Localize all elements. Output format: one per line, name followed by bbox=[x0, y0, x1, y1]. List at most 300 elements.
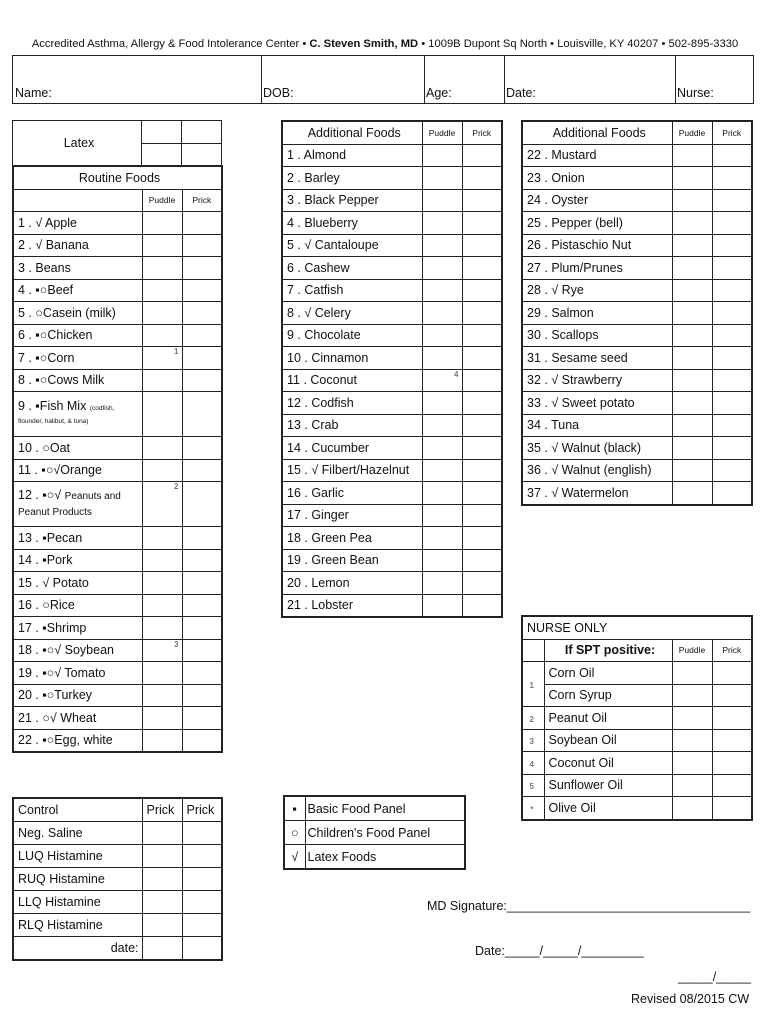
puddle-cell[interactable] bbox=[142, 324, 182, 347]
food-label: 16 . ○Rice bbox=[13, 594, 142, 617]
control-label: Neg. Saline bbox=[13, 822, 142, 845]
puddle-cell[interactable] bbox=[422, 324, 462, 347]
food-row bbox=[13, 437, 222, 460]
puddle-cell[interactable] bbox=[142, 707, 182, 730]
puddle-cell[interactable] bbox=[672, 684, 712, 707]
food-label: 5 . √ Cantaloupe bbox=[282, 234, 422, 257]
legend-row bbox=[284, 845, 465, 870]
prick-cell[interactable] bbox=[182, 279, 222, 302]
food-label: 7 . ▪○Corn bbox=[13, 347, 142, 370]
latex-puddle-cell[interactable] bbox=[142, 121, 182, 144]
prick-cell[interactable] bbox=[462, 392, 502, 415]
oil-label: Sunflower Oil bbox=[544, 774, 672, 797]
oil-row bbox=[522, 707, 752, 730]
prick-cell[interactable] bbox=[712, 707, 752, 730]
food-row bbox=[522, 189, 752, 212]
control-row bbox=[13, 822, 222, 845]
food-row bbox=[522, 167, 752, 190]
food-row bbox=[522, 324, 752, 347]
puddle-header: Puddle bbox=[422, 121, 462, 144]
puddle-cell[interactable] bbox=[672, 234, 712, 257]
prick-cell[interactable] bbox=[712, 144, 752, 167]
ref-marker: 3 bbox=[529, 737, 534, 747]
age-field[interactable]: Age: bbox=[424, 56, 505, 103]
food-label: 12 . Codfish bbox=[282, 392, 422, 415]
food-label: 14 . Cucumber bbox=[282, 437, 422, 460]
control-prick-cell[interactable] bbox=[182, 914, 222, 937]
puddle-cell[interactable] bbox=[142, 212, 182, 235]
puddle-cell[interactable] bbox=[422, 302, 462, 325]
food-row bbox=[282, 459, 502, 482]
food-row bbox=[13, 324, 222, 347]
prick-cell[interactable] bbox=[462, 527, 502, 550]
revised-label: Revised 08/2015 CW bbox=[631, 992, 750, 1006]
food-label: 22 . Mustard bbox=[522, 144, 672, 167]
prick-cell[interactable] bbox=[462, 347, 502, 370]
doctor-name: C. Steven Smith, MD bbox=[309, 38, 419, 50]
prick-cell[interactable] bbox=[182, 347, 222, 370]
food-row bbox=[522, 279, 752, 302]
prick-cell[interactable] bbox=[182, 212, 222, 235]
food-label: 11 . ▪○√Orange bbox=[13, 459, 142, 482]
puddle-cell[interactable] bbox=[672, 482, 712, 505]
oil-row bbox=[522, 729, 752, 752]
control-row bbox=[13, 914, 222, 937]
prick-cell[interactable] bbox=[182, 617, 222, 640]
routine-foods-title: Routine Foods bbox=[13, 166, 222, 189]
food-label: 33 . √ Sweet potato bbox=[522, 392, 672, 415]
food-label: 6 . Cashew bbox=[282, 257, 422, 280]
food-label: 6 . ▪○Chicken bbox=[13, 324, 142, 347]
food-label: 15 . √ Filbert/Hazelnut bbox=[282, 459, 422, 482]
food-row bbox=[282, 594, 502, 617]
prick-cell[interactable] bbox=[462, 437, 502, 460]
food-row bbox=[282, 279, 502, 302]
food-row bbox=[13, 729, 222, 752]
control-date-label: date: bbox=[13, 937, 142, 961]
food-row bbox=[282, 527, 502, 550]
md-signature-line[interactable]: MD Signature:___________________________________ bbox=[427, 899, 751, 913]
prick-cell[interactable] bbox=[462, 482, 502, 505]
prick-cell[interactable] bbox=[712, 437, 752, 460]
food-label: 26 . Pistaschio Nut bbox=[522, 234, 672, 257]
food-row bbox=[522, 302, 752, 325]
latex-puddle-cell[interactable] bbox=[142, 143, 182, 166]
control-prick-header: Prick bbox=[182, 798, 222, 822]
legend-row bbox=[284, 796, 465, 821]
puddle-cell[interactable] bbox=[142, 662, 182, 685]
food-row bbox=[13, 639, 222, 662]
control-label: LLQ Histamine bbox=[13, 891, 142, 914]
food-label: 4 . Blueberry bbox=[282, 212, 422, 235]
prick-cell[interactable] bbox=[462, 549, 502, 572]
prick-cell[interactable] bbox=[712, 212, 752, 235]
prick-cell[interactable] bbox=[462, 234, 502, 257]
prick-cell[interactable] bbox=[462, 572, 502, 595]
ref-marker: 5 bbox=[529, 782, 534, 792]
puddle-cell[interactable] bbox=[672, 752, 712, 775]
puddle-cell[interactable] bbox=[422, 504, 462, 527]
puddle-cell[interactable] bbox=[672, 369, 712, 392]
food-row bbox=[282, 257, 502, 280]
food-row bbox=[13, 707, 222, 730]
food-row bbox=[13, 369, 222, 392]
food-label: 29 . Salmon bbox=[522, 302, 672, 325]
puddle-cell[interactable] bbox=[142, 684, 182, 707]
clinic-name: Accredited Asthma, Allergy & Food Intolerance Center • bbox=[31, 38, 307, 50]
prick-cell[interactable] bbox=[462, 459, 502, 482]
prick-cell[interactable] bbox=[712, 684, 752, 707]
initials-line[interactable]: _____/_____ bbox=[678, 970, 751, 984]
puddle-cell[interactable] bbox=[142, 459, 182, 482]
food-row bbox=[282, 324, 502, 347]
puddle-cell[interactable] bbox=[142, 549, 182, 572]
food-row bbox=[13, 302, 222, 325]
puddle-cell[interactable] bbox=[422, 482, 462, 505]
puddle-cell[interactable] bbox=[422, 212, 462, 235]
legend-label: Latex Foods bbox=[305, 845, 465, 870]
food-label: 5 . ○Casein (milk) bbox=[13, 302, 142, 325]
puddle-cell[interactable] bbox=[142, 639, 182, 662]
puddle-cell[interactable] bbox=[672, 144, 712, 167]
food-row bbox=[282, 549, 502, 572]
prick-cell[interactable] bbox=[462, 302, 502, 325]
legend-row bbox=[284, 821, 465, 845]
control-label: RUQ Histamine bbox=[13, 868, 142, 891]
puddle-cell[interactable] bbox=[422, 459, 462, 482]
prick-cell[interactable] bbox=[182, 684, 222, 707]
prick-cell[interactable] bbox=[712, 392, 752, 415]
food-label: 27 . Plum/Prunes bbox=[522, 257, 672, 280]
food-row bbox=[522, 257, 752, 280]
puddle-cell[interactable] bbox=[422, 167, 462, 190]
food-label: 3 . Beans bbox=[13, 257, 142, 280]
food-row bbox=[13, 572, 222, 595]
food-label: 17 . ▪Shrimp bbox=[13, 617, 142, 640]
prick-cell[interactable] bbox=[462, 414, 502, 437]
food-label: 4 . ▪○Beef bbox=[13, 279, 142, 302]
prick-cell[interactable] bbox=[462, 504, 502, 527]
food-row bbox=[522, 347, 752, 370]
prick-cell[interactable] bbox=[182, 527, 222, 550]
prick-cell[interactable] bbox=[182, 549, 222, 572]
control-table bbox=[12, 797, 223, 961]
food-label: 22 . ▪○Egg, white bbox=[13, 729, 142, 752]
puddle-cell[interactable] bbox=[422, 189, 462, 212]
puddle-cell[interactable] bbox=[672, 302, 712, 325]
food-label: 15 . √ Potato bbox=[13, 572, 142, 595]
legend-symbol: √ bbox=[284, 845, 305, 870]
food-label: 3 . Black Pepper bbox=[282, 189, 422, 212]
control-prick-cell[interactable] bbox=[142, 845, 182, 868]
food-row bbox=[13, 459, 222, 482]
puddle-cell[interactable] bbox=[672, 392, 712, 415]
puddle-header: Puddle bbox=[672, 639, 712, 662]
food-row bbox=[282, 167, 502, 190]
legend-label: Children's Food Panel bbox=[305, 821, 465, 845]
nurse-only-table bbox=[521, 615, 753, 821]
oil-row bbox=[522, 774, 752, 797]
control-prick-cell[interactable] bbox=[182, 891, 222, 914]
signature-date-line[interactable]: Date:_____/_____/_________ bbox=[475, 944, 644, 958]
prick-cell[interactable] bbox=[462, 144, 502, 167]
food-label: 37 . √ Watermelon bbox=[522, 482, 672, 505]
puddle-cell[interactable] bbox=[422, 549, 462, 572]
food-row bbox=[13, 594, 222, 617]
ref-marker: 3 bbox=[174, 639, 179, 649]
control-title: Control bbox=[13, 798, 142, 822]
prick-cell[interactable] bbox=[712, 234, 752, 257]
control-label: RLQ Histamine bbox=[13, 914, 142, 937]
prick-cell[interactable] bbox=[712, 662, 752, 685]
prick-cell[interactable] bbox=[182, 257, 222, 280]
prick-cell[interactable] bbox=[182, 482, 222, 527]
additional-foods-table-2 bbox=[521, 120, 753, 506]
food-row bbox=[522, 212, 752, 235]
puddle-cell[interactable] bbox=[142, 594, 182, 617]
puddle-cell[interactable] bbox=[142, 347, 182, 370]
puddle-cell[interactable] bbox=[142, 257, 182, 280]
food-row bbox=[13, 212, 222, 235]
food-label: 28 . √ Rye bbox=[522, 279, 672, 302]
puddle-cell[interactable] bbox=[422, 414, 462, 437]
additional-foods-table-1 bbox=[281, 120, 503, 618]
prick-cell[interactable] bbox=[462, 167, 502, 190]
food-label: 19 . ▪○√ Tomato bbox=[13, 662, 142, 685]
puddle-cell[interactable] bbox=[672, 189, 712, 212]
puddle-cell[interactable] bbox=[672, 459, 712, 482]
puddle-cell[interactable] bbox=[672, 279, 712, 302]
prick-cell[interactable] bbox=[182, 302, 222, 325]
ref-marker: 1 bbox=[529, 681, 534, 690]
prick-cell[interactable] bbox=[712, 167, 752, 190]
prick-cell[interactable] bbox=[712, 279, 752, 302]
prick-cell[interactable] bbox=[712, 257, 752, 280]
latex-prick-cell[interactable] bbox=[182, 143, 222, 166]
food-label: 19 . Green Bean bbox=[282, 549, 422, 572]
puddle-cell[interactable] bbox=[142, 392, 182, 437]
puddle-cell[interactable] bbox=[422, 234, 462, 257]
nurse-field[interactable]: Nurse: bbox=[677, 86, 714, 100]
legend-symbol: ○ bbox=[284, 821, 305, 845]
prick-cell[interactable] bbox=[712, 797, 752, 820]
prick-cell[interactable] bbox=[462, 594, 502, 617]
dob-field[interactable]: DOB: bbox=[261, 56, 425, 103]
puddle-cell[interactable] bbox=[672, 797, 712, 820]
puddle-cell[interactable] bbox=[672, 167, 712, 190]
control-prick-cell[interactable] bbox=[182, 868, 222, 891]
puddle-cell[interactable] bbox=[142, 572, 182, 595]
prick-header: Prick bbox=[712, 121, 752, 144]
prick-cell[interactable] bbox=[182, 437, 222, 460]
food-row bbox=[522, 437, 752, 460]
puddle-cell[interactable] bbox=[672, 257, 712, 280]
puddle-cell[interactable] bbox=[142, 482, 182, 527]
additional-foods-title: Additional Foods bbox=[282, 121, 422, 144]
puddle-cell[interactable] bbox=[672, 324, 712, 347]
prick-cell[interactable] bbox=[182, 729, 222, 752]
food-row bbox=[13, 527, 222, 550]
puddle-cell[interactable] bbox=[142, 234, 182, 257]
latex-label: Latex bbox=[13, 121, 142, 166]
prick-cell[interactable] bbox=[182, 572, 222, 595]
prick-cell[interactable] bbox=[712, 774, 752, 797]
prick-cell[interactable] bbox=[182, 459, 222, 482]
control-date-cell[interactable] bbox=[182, 937, 222, 961]
food-row bbox=[13, 279, 222, 302]
puddle-header: Puddle bbox=[672, 121, 712, 144]
food-label: 30 . Scallops bbox=[522, 324, 672, 347]
prick-cell[interactable] bbox=[462, 324, 502, 347]
prick-cell[interactable] bbox=[182, 594, 222, 617]
food-row bbox=[282, 369, 502, 392]
food-row bbox=[282, 504, 502, 527]
food-row bbox=[282, 212, 502, 235]
prick-cell[interactable] bbox=[462, 369, 502, 392]
food-row bbox=[282, 189, 502, 212]
prick-header: Prick bbox=[712, 639, 752, 662]
ref-marker: 4 bbox=[529, 759, 534, 769]
food-row-peanuts: 12 . ▪○√ Peanuts and Peanut Products bbox=[13, 482, 142, 527]
puddle-cell[interactable] bbox=[672, 662, 712, 685]
puddle-cell[interactable] bbox=[422, 392, 462, 415]
routine-foods-table bbox=[12, 165, 223, 753]
food-label: 21 . ○√ Wheat bbox=[13, 707, 142, 730]
food-row bbox=[13, 347, 222, 370]
ref-marker: 1 bbox=[174, 347, 179, 356]
food-label: 23 . Onion bbox=[522, 167, 672, 190]
food-label: 16 . Garlic bbox=[282, 482, 422, 505]
additional-foods-title: Additional Foods bbox=[522, 121, 672, 144]
date-field[interactable]: Date: bbox=[504, 56, 676, 103]
food-label: 34 . Tuna bbox=[522, 414, 672, 437]
puddle-cell[interactable] bbox=[422, 279, 462, 302]
control-prick-cell[interactable] bbox=[182, 845, 222, 868]
control-prick-cell[interactable] bbox=[142, 822, 182, 845]
prick-cell[interactable] bbox=[182, 707, 222, 730]
prick-cell[interactable] bbox=[462, 279, 502, 302]
food-label: 1 . Almond bbox=[282, 144, 422, 167]
prick-cell[interactable] bbox=[712, 729, 752, 752]
corn-oil-label: Corn Oil bbox=[544, 662, 672, 685]
legend-table bbox=[283, 795, 466, 870]
puddle-cell[interactable] bbox=[422, 527, 462, 550]
food-row bbox=[13, 234, 222, 257]
puddle-cell[interactable] bbox=[422, 257, 462, 280]
puddle-cell[interactable] bbox=[142, 437, 182, 460]
puddle-cell[interactable] bbox=[422, 572, 462, 595]
puddle-cell[interactable] bbox=[672, 707, 712, 730]
prick-cell[interactable] bbox=[462, 257, 502, 280]
control-row bbox=[13, 891, 222, 914]
control-label: LUQ Histamine bbox=[13, 845, 142, 868]
prick-cell[interactable] bbox=[712, 369, 752, 392]
food-row bbox=[522, 459, 752, 482]
control-prick-cell[interactable] bbox=[142, 868, 182, 891]
latex-table bbox=[12, 120, 222, 166]
spt-positive-label: If SPT positive: bbox=[544, 639, 672, 662]
prick-cell[interactable] bbox=[712, 324, 752, 347]
prick-cell[interactable] bbox=[712, 189, 752, 212]
food-row bbox=[13, 662, 222, 685]
food-row-fish-mix: 9 . ▪Fish Mix (codfish, flounder, halibut, & tuna) bbox=[13, 392, 142, 437]
puddle-cell[interactable] bbox=[422, 437, 462, 460]
control-date-cell[interactable] bbox=[142, 937, 182, 961]
prick-cell[interactable] bbox=[712, 482, 752, 505]
latex-prick-cell[interactable] bbox=[182, 121, 222, 144]
food-row bbox=[282, 482, 502, 505]
food-row bbox=[13, 257, 222, 280]
ref-marker: * bbox=[530, 804, 534, 814]
prick-cell[interactable] bbox=[182, 234, 222, 257]
control-prick-cell[interactable] bbox=[142, 891, 182, 914]
puddle-cell[interactable] bbox=[142, 527, 182, 550]
puddle-cell[interactable] bbox=[422, 144, 462, 167]
legend-label: Basic Food Panel bbox=[305, 796, 465, 821]
prick-cell[interactable] bbox=[182, 662, 222, 685]
food-label: 13 . ▪Pecan bbox=[13, 527, 142, 550]
control-prick-cell[interactable] bbox=[182, 822, 222, 845]
food-label: 14 . ▪Pork bbox=[13, 549, 142, 572]
food-row bbox=[522, 144, 752, 167]
puddle-cell[interactable] bbox=[672, 414, 712, 437]
prick-cell[interactable] bbox=[712, 302, 752, 325]
puddle-cell[interactable] bbox=[142, 617, 182, 640]
puddle-cell[interactable] bbox=[672, 212, 712, 235]
puddle-cell[interactable] bbox=[422, 347, 462, 370]
prick-header: Prick bbox=[462, 121, 502, 144]
puddle-cell[interactable] bbox=[142, 302, 182, 325]
food-label: 8 . √ Celery bbox=[282, 302, 422, 325]
prick-cell[interactable] bbox=[182, 392, 222, 437]
prick-cell[interactable] bbox=[712, 752, 752, 775]
food-label: 20 . ▪○Turkey bbox=[13, 684, 142, 707]
prick-cell[interactable] bbox=[182, 369, 222, 392]
control-prick-cell[interactable] bbox=[142, 914, 182, 937]
food-label: 9 . Chocolate bbox=[282, 324, 422, 347]
prick-cell[interactable] bbox=[182, 639, 222, 662]
food-label: 17 . Ginger bbox=[282, 504, 422, 527]
name-field[interactable]: Name: bbox=[13, 56, 262, 103]
food-row bbox=[282, 414, 502, 437]
food-label: 1 . √ Apple bbox=[13, 212, 142, 235]
prick-cell[interactable] bbox=[462, 189, 502, 212]
prick-cell[interactable] bbox=[182, 324, 222, 347]
prick-header: Prick bbox=[182, 189, 222, 212]
food-label: 18 . ▪○√ Soybean bbox=[13, 639, 142, 662]
oil-row bbox=[522, 752, 752, 775]
puddle-header: Puddle bbox=[142, 189, 182, 212]
puddle-cell[interactable] bbox=[672, 347, 712, 370]
food-row bbox=[522, 392, 752, 415]
puddle-cell[interactable] bbox=[422, 369, 462, 392]
prick-cell[interactable] bbox=[462, 212, 502, 235]
puddle-cell[interactable] bbox=[142, 279, 182, 302]
prick-cell[interactable] bbox=[712, 347, 752, 370]
food-row bbox=[522, 369, 752, 392]
prick-cell[interactable] bbox=[712, 459, 752, 482]
puddle-cell[interactable] bbox=[672, 437, 712, 460]
puddle-cell[interactable] bbox=[672, 729, 712, 752]
control-prick-header: Prick bbox=[142, 798, 182, 822]
food-label: 31 . Sesame seed bbox=[522, 347, 672, 370]
food-row bbox=[13, 617, 222, 640]
puddle-cell[interactable] bbox=[142, 369, 182, 392]
puddle-cell[interactable] bbox=[142, 729, 182, 752]
puddle-cell[interactable] bbox=[672, 774, 712, 797]
prick-cell[interactable] bbox=[712, 414, 752, 437]
puddle-cell[interactable] bbox=[422, 594, 462, 617]
